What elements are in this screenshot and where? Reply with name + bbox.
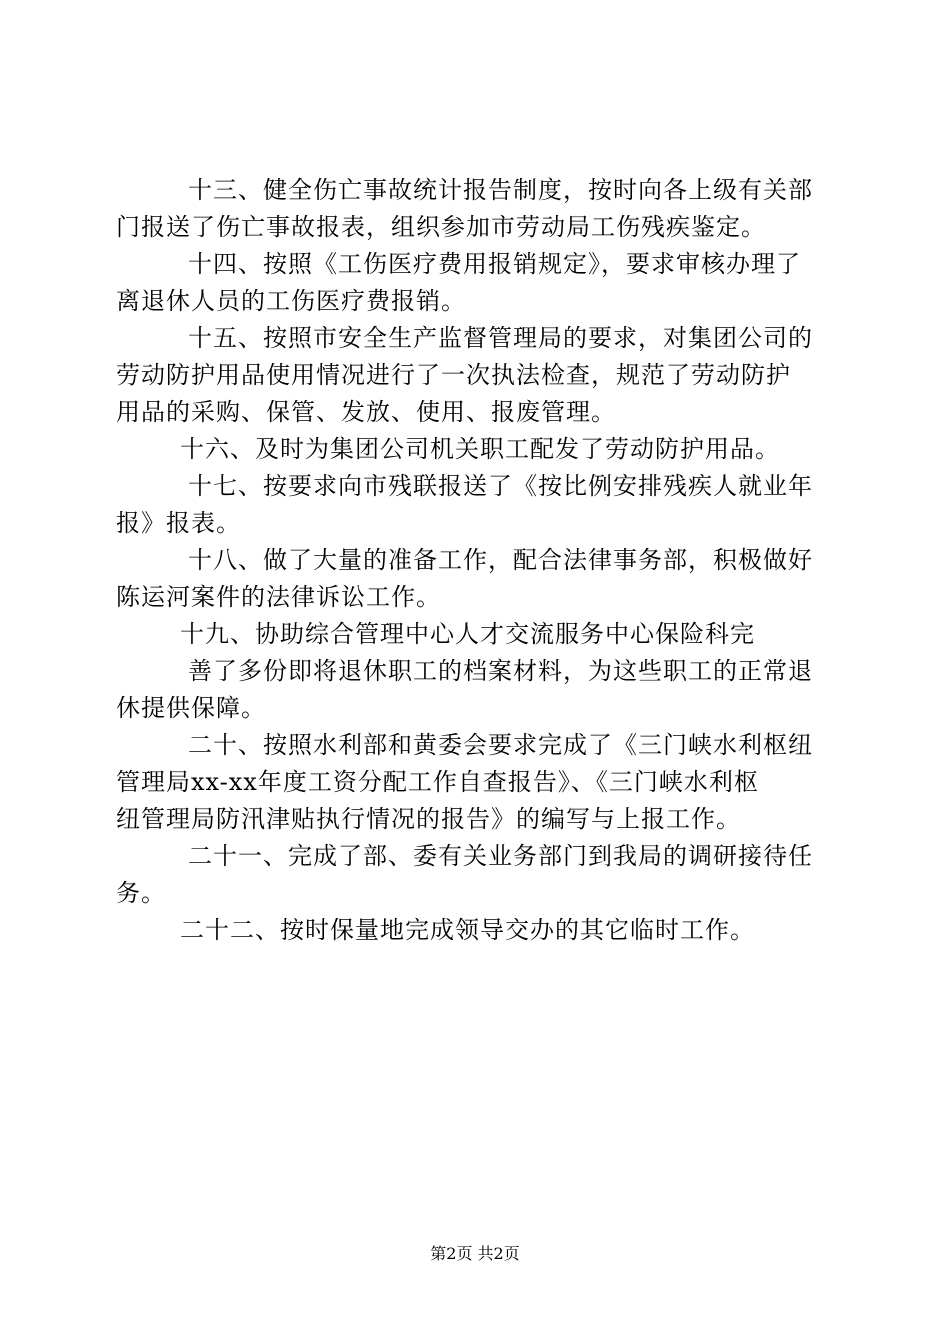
paragraph-line: 门报送了伤亡事故报表，组织参加市劳动局工伤残疾鉴定。 xyxy=(116,213,766,241)
paragraph-line: 十七、按要求向市残联报送了《按比例安排残疾人就业年 xyxy=(188,472,813,500)
paragraph-line: 离退休人员的工伤医疗费报销。 xyxy=(116,287,466,315)
paragraph-line: 纽管理局防汛津贴执行情况的报告》的编写与上报工作。 xyxy=(116,805,741,833)
paragraph-line: 二十一、完成了部、委有关业务部门到我局的调研接待任 xyxy=(188,842,813,870)
paragraph-line: 十五、按照市安全生产监督管理局的要求，对集团公司的 xyxy=(188,324,813,352)
document-body xyxy=(116,172,836,949)
paragraph-line: 十八、做了大量的准备工作，配合法律事务部，积极做好 xyxy=(188,546,813,574)
paragraph-line: 十四、按照《工伤医疗费用报销规定》，要求审核办理了 xyxy=(188,250,801,278)
paragraph-line: 善了多份即将退休职工的档案材料，为这些职工的正常退 xyxy=(188,657,813,685)
page-number-footer: 第2页 共2页 xyxy=(430,1244,520,1263)
paragraph-line: 二十、按照水利部和黄委会要求完成了《三门峡水利枢纽 xyxy=(188,731,813,759)
paragraph-line: 管理局xx-xx年度工资分配工作自查报告》、《三门峡水利枢 xyxy=(116,768,759,796)
paragraph-line: 十三、健全伤亡事故统计报告制度，按时向各上级有关部 xyxy=(188,176,813,204)
paragraph-line: 休提供保障。 xyxy=(116,694,266,722)
paragraph-line: 劳动防护用品使用情况进行了一次执法检查，规范了劳动防护 xyxy=(116,361,791,389)
paragraph-line: 二十二、按时保量地完成领导交办的其它临时工作。 xyxy=(180,916,755,944)
paragraph-line: 务。 xyxy=(116,879,166,907)
paragraph-line: 十六、及时为集团公司机关职工配发了劳动防护用品。 xyxy=(180,435,780,463)
paragraph-line: 十九、协助综合管理中心人才交流服务中心保险科完 xyxy=(180,620,755,648)
paragraph-line: 报》报表。 xyxy=(116,509,241,537)
paragraph-line: 用品的采购、保管、发放、使用、报废管理。 xyxy=(116,398,616,426)
paragraph-line: 陈运河案件的法律诉讼工作。 xyxy=(116,583,441,611)
